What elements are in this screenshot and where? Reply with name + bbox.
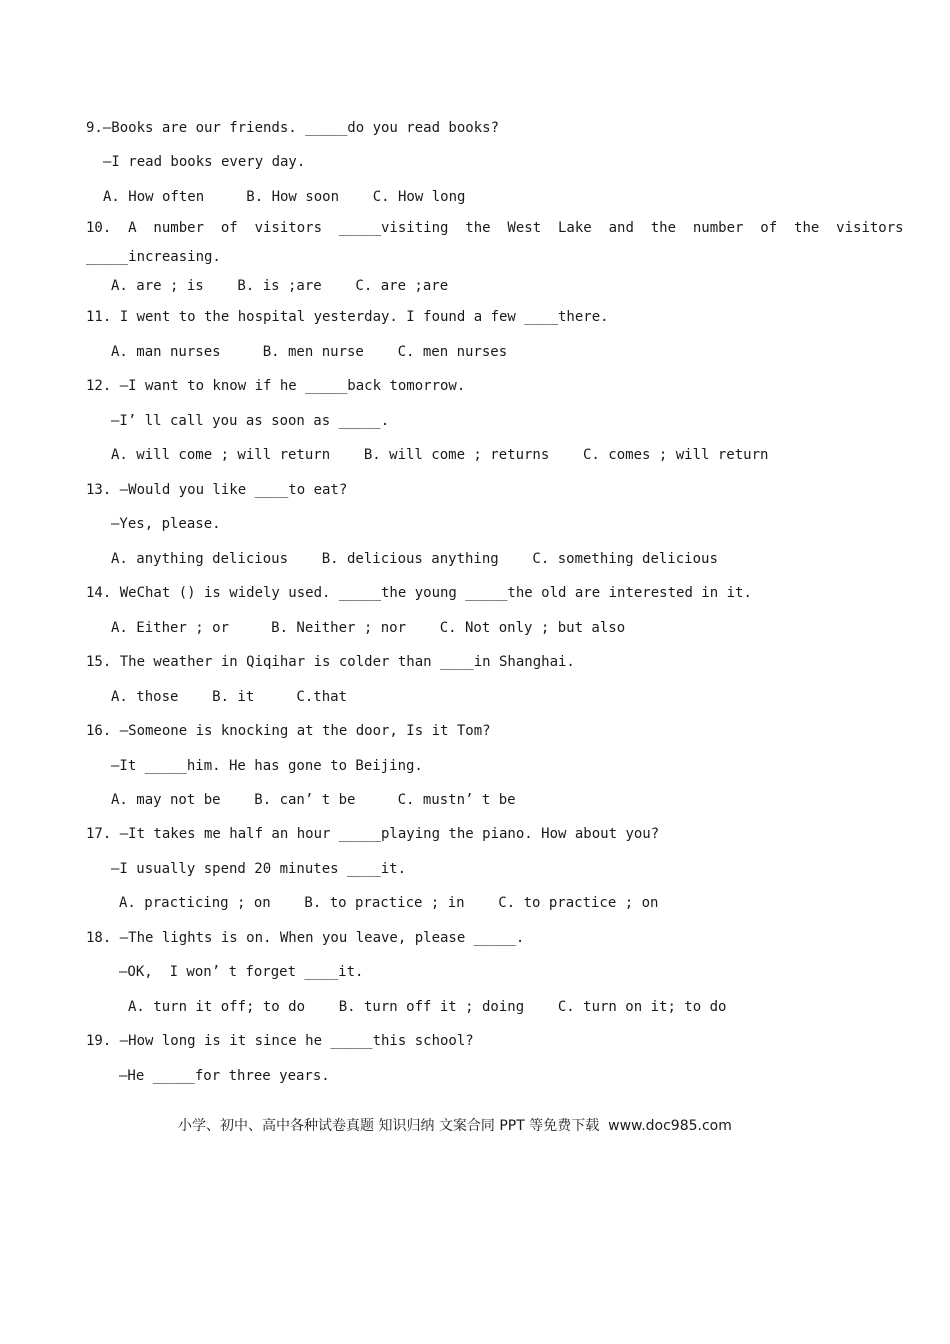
question-18-options: A. turn it off; to do B. turn off it ; doing C. turn on it; to do: [128, 999, 727, 1015]
question-12-options: A. will come ; will return B. will come ; returns C. comes ; will return: [111, 447, 769, 463]
question-12-line-1: 12. —I want to know if he _____back tomorrow.: [86, 378, 466, 394]
question-19-line-1: 19. —How long is it since he _____this school?: [86, 1033, 474, 1049]
question-10-options: A. are ; is B. is ;are C. are ;are: [111, 278, 449, 294]
question-11-options: A. man nurses B. men nurse C. men nurses: [111, 344, 508, 360]
question-11-line-1: 11. I went to the hospital yesterday. I found a few ____there.: [86, 309, 609, 325]
question-19-line-2: —He _____for three years.: [119, 1068, 330, 1084]
question-13-line-2: —Yes, please.: [111, 516, 221, 532]
question-16-line-1: 16. —Someone is knocking at the door, Is it Tom?: [86, 723, 491, 739]
question-9-line-2: —I read books every day.: [103, 154, 306, 170]
question-14-options: A. Either ; or B. Neither ; nor C. Not only ; but also: [111, 620, 626, 636]
question-12-line-2: —I’ ll call you as soon as _____.: [111, 413, 390, 429]
question-13-line-1: 13. —Would you like ____to eat?: [86, 482, 348, 498]
question-16-line-2: —It _____him. He has gone to Beijing.: [111, 758, 423, 774]
footer-download-notice: 小学、初中、高中各种试卷真题 知识归纳 文案合同 PPT 等免费下载 www.doc985.com: [178, 1118, 732, 1134]
question-15-line-1: 15. The weather in Qiqihar is colder than ____in Shanghai.: [86, 654, 575, 670]
question-13-options: A. anything delicious B. delicious anything C. something delicious: [111, 551, 718, 567]
question-9-options: A. How often B. How soon C. How long: [103, 189, 466, 205]
question-14-line-1: 14. WeChat () is widely used. _____the young _____the old are interested in it.: [86, 585, 752, 601]
question-15-options: A. those B. it C.that: [111, 689, 348, 705]
question-18-line-2: —OK, I won’ t forget ____it.: [119, 964, 364, 980]
question-18-line-1: 18. —The lights is on. When you leave, please _____.: [86, 930, 525, 946]
question-10-line-2: _____increasing.: [86, 249, 221, 265]
question-17-options: A. practicing ; on B. to practice ; in C. to practice ; on: [119, 895, 659, 911]
question-10-line-1: 10. A number of visitors _____visiting the West Lake and the number of the visitors: [86, 220, 904, 236]
question-17-line-2: —I usually spend 20 minutes ____it.: [111, 861, 407, 877]
question-17-line-1: 17. —It takes me half an hour _____playing the piano. How about you?: [86, 826, 660, 842]
question-16-options: A. may not be B. can’ t be C. mustn’ t be: [111, 792, 516, 808]
question-9-line-1: 9.—Books are our friends. _____do you read books?: [86, 120, 500, 136]
